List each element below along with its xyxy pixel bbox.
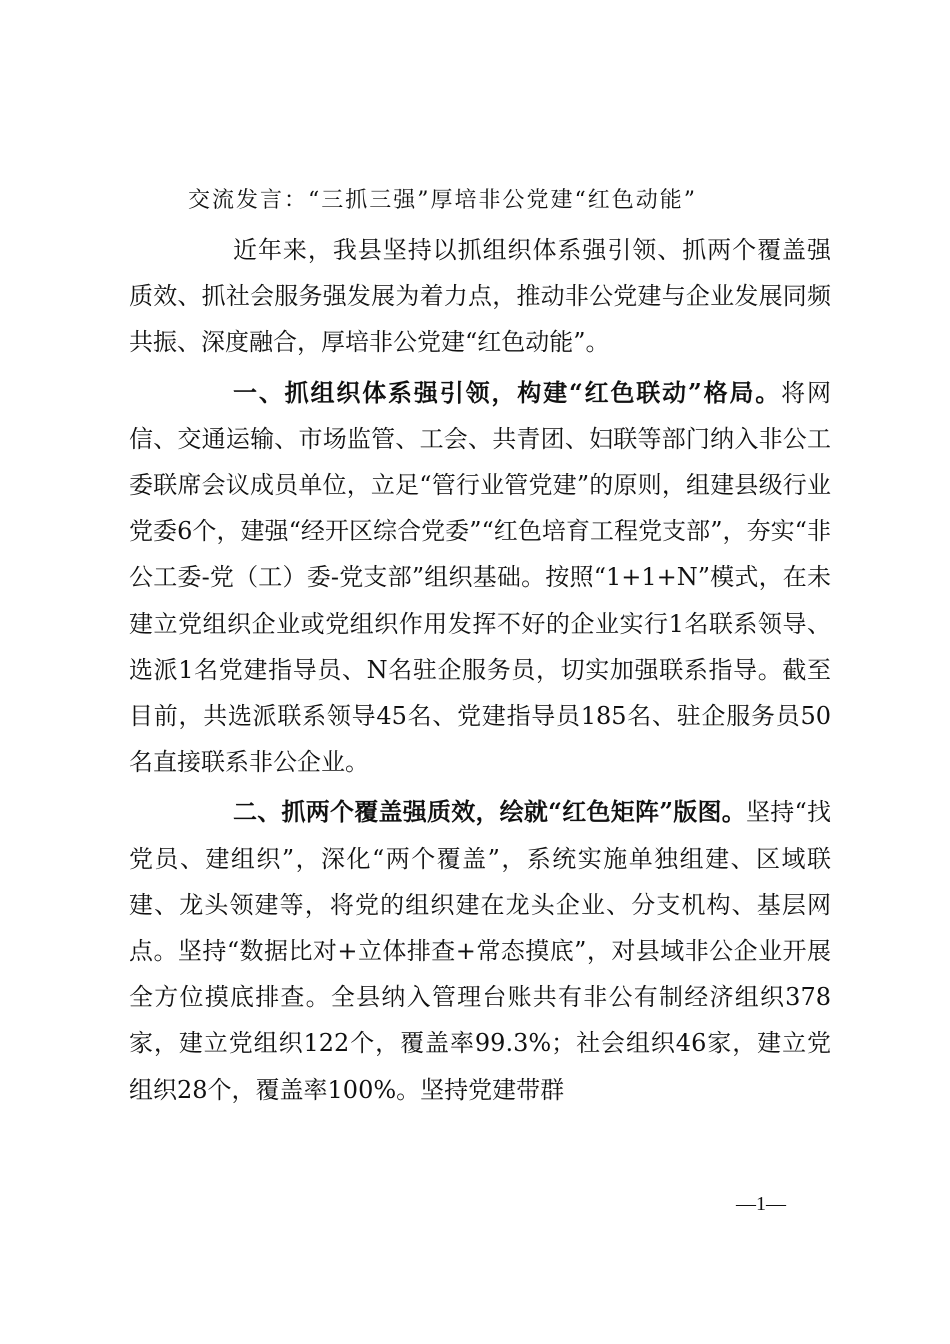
paragraph-text: 坚持“找党员、建组织”，深化“两个覆盖”，系统实施单独组建、区域联建、龙头领建等，将党的组织建在龙头企业、分支机构、基层网点。坚持“数据比对+立体排查+常态摸底”，对县域非公企业开展全方位摸底排查。全县纳入管理台账共有非公有制经济组织378家，建立党组织122个，覆盖率99.3%；社会组织46家，建立党组织28个，覆盖率100%。坚持党建带群	[129, 798, 831, 1104]
paragraph-text: 将网信、交通运输、市场监管、工会、共青团、妇联等部门纳入非公工委联席会议成员单位，立足“管行业管党建”的原则，组建县级行业党委6个，建强“经开区综合党委”“红色培育工程党支部”，夯实“非公工委-党（工）委-党支部”组织基础。按照“1+1+N”模式，在未建立党组织企业或党组织作用发挥不好的企业实行1名联系领导、选派1名党建指导员、N名驻企服务员，切实加强联系指导。截至目前，共选派联系领导45名、党建指导员185名、驻企服务员50名直接联系非公企业。	[129, 378, 831, 777]
document-title: 交流发言：“三抓三强”厚培非公党建“红色动能”	[188, 188, 697, 213]
document-body	[129, 227, 831, 1113]
section-heading: 一、抓组织体系强引领，构建“红色联动”格局。	[233, 377, 782, 407]
section-heading: 二、抓两个覆盖强质效，绘就“红色矩阵”版图。	[233, 797, 746, 827]
paragraph-intro	[129, 227, 831, 366]
paragraph-section-1	[129, 370, 831, 786]
paragraph-section-2	[129, 789, 831, 1112]
page-number: —1—	[736, 1193, 786, 1215]
paragraph-text: 近年来，我县坚持以抓组织体系强引领、抓两个覆盖强质效、抓社会服务强发展为着力点，推动非公党建与企业发展同频共振、深度融合，厚培非公党建“红色动能”。	[129, 236, 831, 357]
